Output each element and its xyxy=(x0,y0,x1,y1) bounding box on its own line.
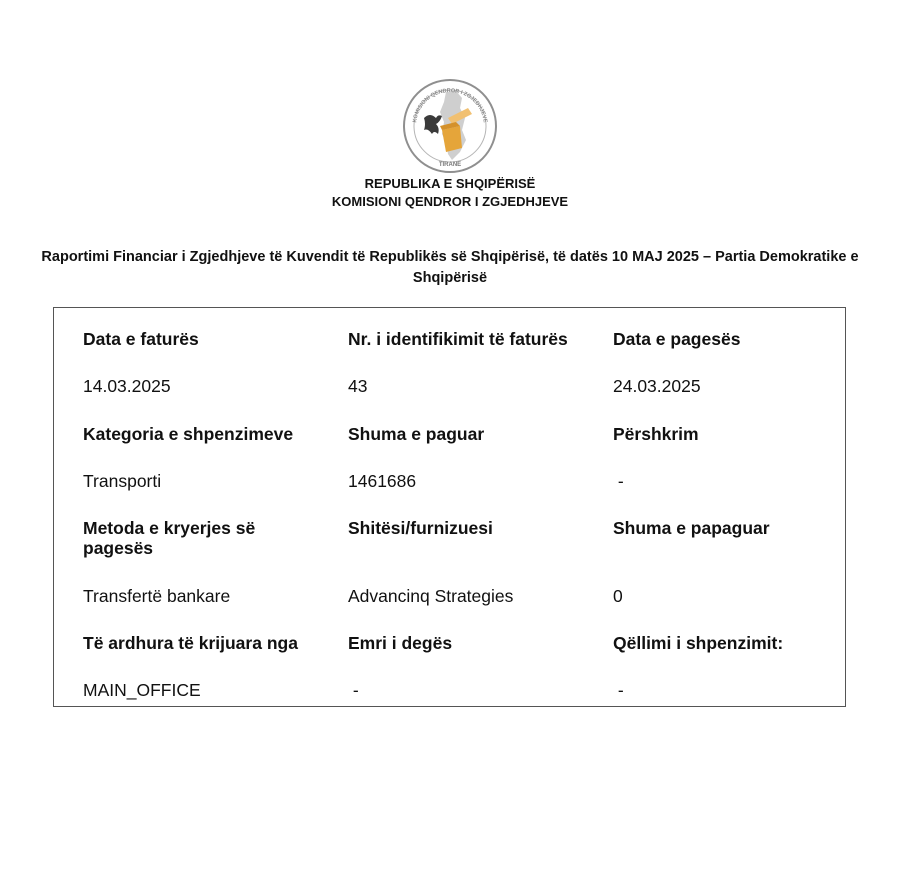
value-amount-paid: 1461686 xyxy=(348,471,417,491)
label-amount-unpaid: Shuma e papaguar xyxy=(613,518,770,538)
value-invoice-id: 43 xyxy=(348,376,368,396)
label-expense-category: Kategoria e shpenzimeve xyxy=(83,424,294,444)
label-branch-name: Emri i degës xyxy=(348,633,453,653)
report-title: Raportimi Financiar i Zgjedhjeve të Kuvendit të Republikës së Shqipërisë, të datës 10 MAJ 2025 – Partia Demokratike e Shqipërisë xyxy=(41,249,859,286)
value-vendor: Advancinq Strategies xyxy=(348,586,514,606)
label-invoice-date: Data e faturës xyxy=(83,329,199,349)
value-expense-category: Transporti xyxy=(83,471,162,491)
label-payment-method: Metoda e kryerjes së pagesës xyxy=(83,518,256,558)
label-amount-paid: Shuma e paguar xyxy=(348,424,485,444)
value-invoice-date: 14.03.2025 xyxy=(83,376,171,396)
label-vendor: Shitësi/furnizuesi xyxy=(348,518,493,538)
value-payment-date: 24.03.2025 xyxy=(613,376,701,396)
invoice-details-box xyxy=(53,307,846,707)
label-expense-purpose: Qëllimi i shpenzimit: xyxy=(613,633,784,653)
value-description: - xyxy=(613,471,624,491)
value-expense-purpose: - xyxy=(613,680,624,700)
organization-header xyxy=(0,175,900,211)
value-branch-name: - xyxy=(348,680,359,700)
commission-name: KOMISIONI QENDROR I ZGJEDHJEVE xyxy=(331,194,569,209)
kqz-logo xyxy=(402,78,498,174)
value-amount-unpaid: 0 xyxy=(613,586,623,606)
svg-text:TIRANE: TIRANE xyxy=(438,162,462,168)
kqz-seal-icon xyxy=(402,78,498,174)
label-payment-date: Data e pagesës xyxy=(613,329,741,349)
label-revenue-source: Të ardhura të krijuara nga xyxy=(83,633,298,653)
svg-text:KOMISIONI QENDROR I ZGJEDHJEVE: KOMISIONI QENDROR I ZGJEDHJEVE xyxy=(412,87,488,124)
value-payment-method: Transfertë bankare xyxy=(83,586,231,606)
label-invoice-id: Nr. i identifikimit të faturës xyxy=(348,329,568,349)
label-description: Përshkrim xyxy=(613,424,699,444)
value-revenue-source: MAIN_OFFICE xyxy=(83,680,201,700)
country-name: REPUBLIKA E SHQIPËRISË xyxy=(364,176,536,191)
